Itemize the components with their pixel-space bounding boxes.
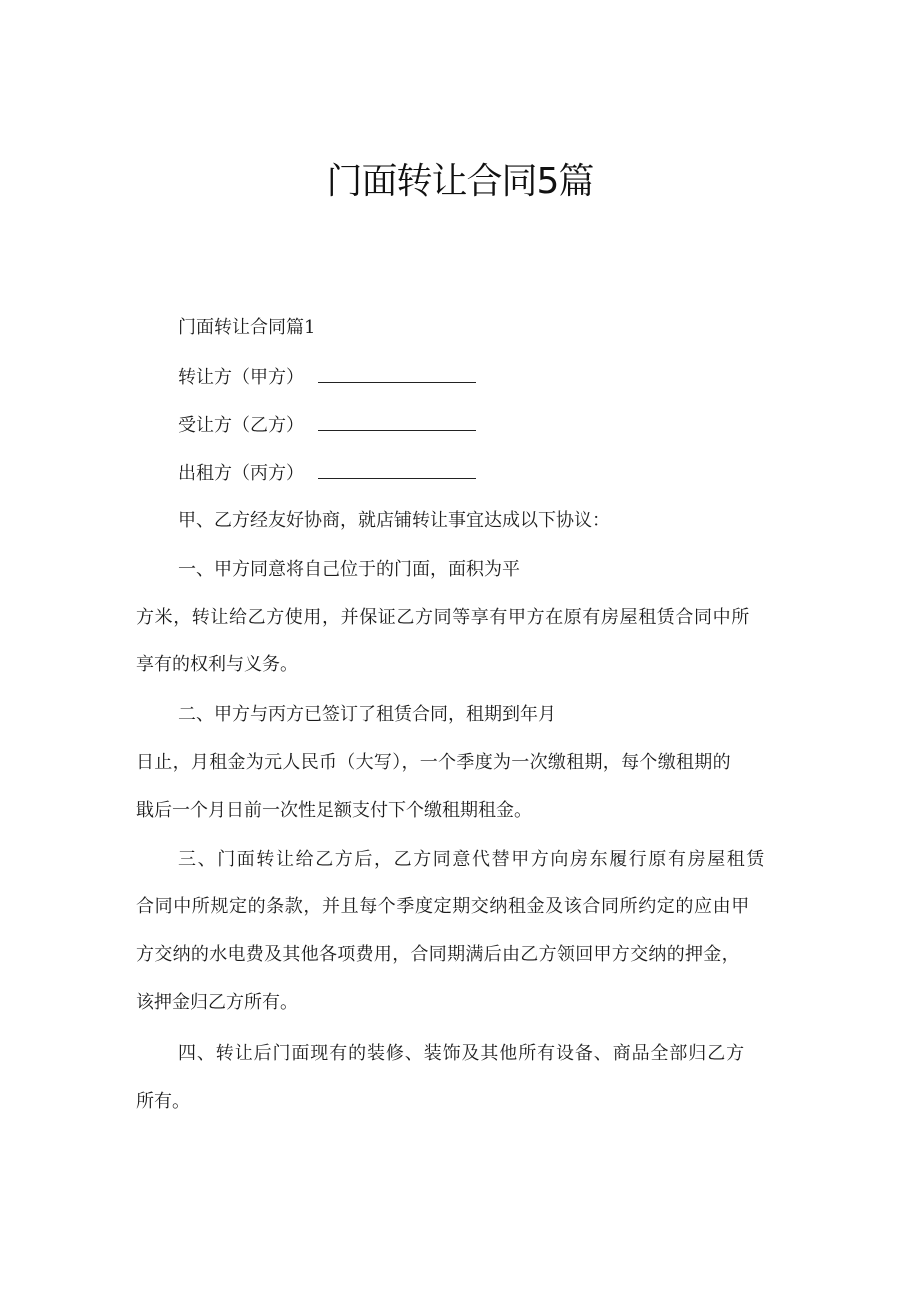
clause-3-line-4: 该押金归乙方所有。 bbox=[136, 992, 298, 1013]
clause-1-line-1: 一、甲方同意将自己位于的门面，面积为平 bbox=[178, 559, 520, 580]
clause-3-line-2: 合同中所规定的条款，并且每个季度定期交纳租金及该合同所约定的应由甲 bbox=[136, 896, 750, 917]
party-transferee-label: 受让方（乙方） bbox=[178, 415, 304, 436]
party-transferee-line bbox=[178, 410, 476, 440]
clause-1-line-2: 方米，转让给乙方使用，并保证乙方同等享有甲方在原有房屋租赁合同中所 bbox=[136, 607, 750, 628]
clause-3-line-3: 方交纳的水电费及其他各项费用，合同期满后由乙方领回甲方交纳的押金， bbox=[136, 944, 740, 965]
document-title: 门面转让合同5篇 bbox=[326, 161, 594, 202]
section-heading: 门面转让合同篇1 bbox=[178, 317, 316, 338]
party-lessor-label: 出租方（丙方） bbox=[178, 463, 304, 484]
clause-4-line-1: 四、转让后门面现有的装修、装饰及其他所有设备、商品全部归乙方 bbox=[178, 1043, 745, 1064]
party-transferee-blank[interactable] bbox=[318, 410, 476, 431]
party-transferor-blank[interactable] bbox=[318, 362, 476, 383]
clause-1-line-3: 享有的权利与义务。 bbox=[136, 654, 298, 675]
clause-2-line-1: 二、甲方与丙方已签订了租赁合同，租期到年月 bbox=[178, 704, 556, 725]
clause-4-line-2: 所有。 bbox=[136, 1091, 190, 1112]
clause-2-line-3: 戢后一个月日前一次性足额支付下个缴租期租金。 bbox=[136, 800, 532, 821]
party-lessor-blank[interactable] bbox=[318, 458, 476, 479]
intro-paragraph: 甲、乙方经友好协商，就店铺转让事宜达成以下协议： bbox=[178, 510, 610, 531]
clause-3-line-1: 三、门面转让给乙方后，乙方同意代替甲方向房东履行原有房屋租赁 bbox=[178, 849, 766, 870]
party-lessor-line bbox=[178, 458, 476, 488]
party-transferor-line bbox=[178, 362, 476, 392]
party-transferor-label: 转让方（甲方） bbox=[178, 367, 304, 388]
clause-2-line-2: 日止，月租金为元人民币（大写），一个季度为一次缴租期，每个缴租期的 bbox=[136, 752, 731, 773]
